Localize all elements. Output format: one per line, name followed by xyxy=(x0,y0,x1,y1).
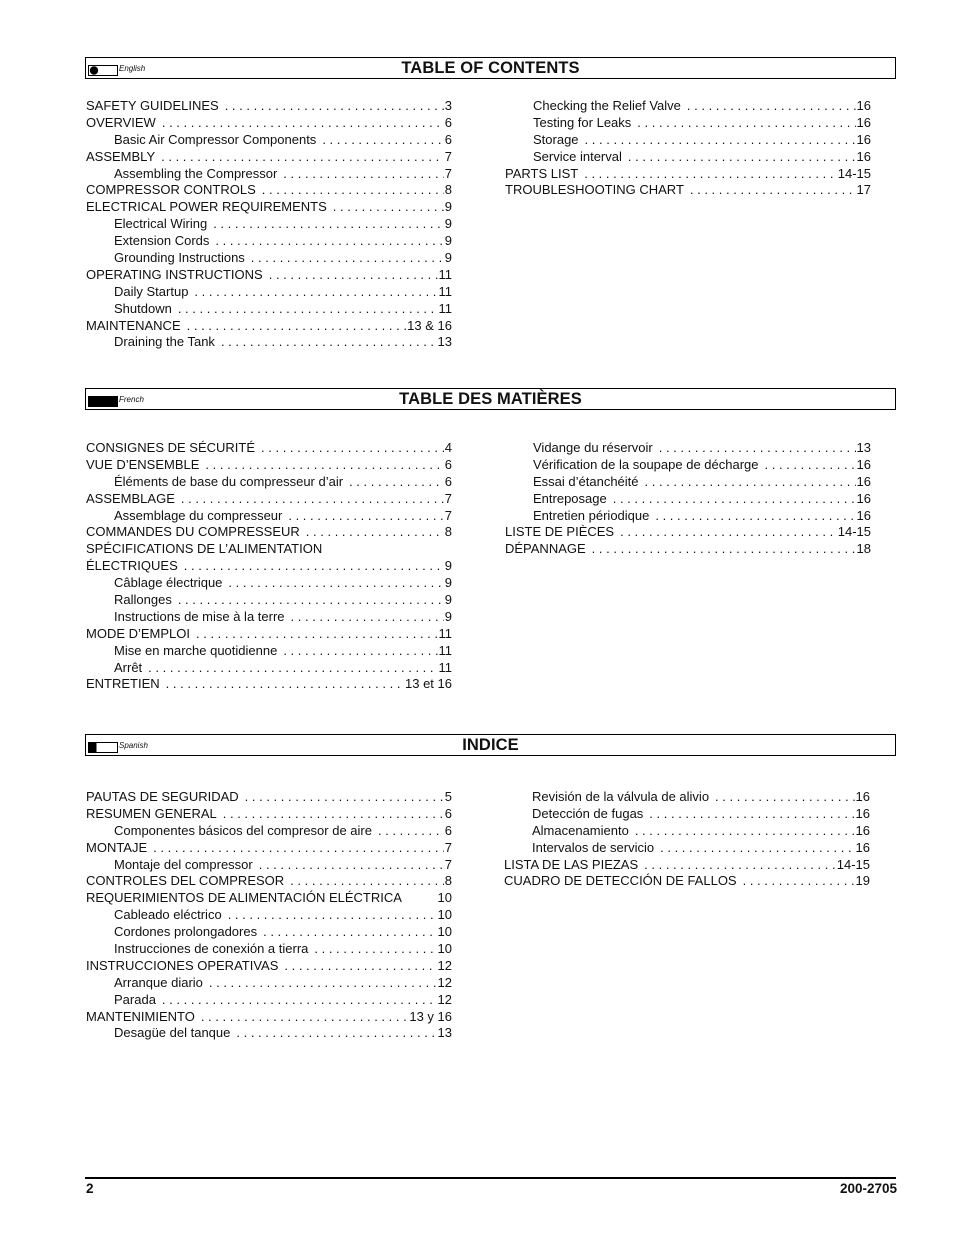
toc-entry-page: 11 xyxy=(438,642,452,658)
toc-entry-page: 3 xyxy=(444,98,452,113)
dot-leader xyxy=(613,491,856,508)
toc-entry-page: 7 xyxy=(444,839,452,855)
toc-entry-page: 16 xyxy=(855,789,870,804)
toc-entry xyxy=(86,857,452,874)
toc-entry-title: ASSEMBLY xyxy=(86,148,156,164)
dot-leader xyxy=(178,592,444,609)
toc-entry xyxy=(505,457,871,474)
toc-entry-page: 10 xyxy=(437,941,452,957)
toc-entry-page: 7 xyxy=(444,490,452,506)
toc-entry-page: 7 xyxy=(444,148,452,164)
dot-leader xyxy=(765,457,856,474)
toc-entry xyxy=(86,318,452,335)
toc-entry xyxy=(86,284,452,301)
toc-entry xyxy=(86,334,452,351)
dot-leader xyxy=(251,250,444,267)
toc-entry-title: PARTS LIST xyxy=(505,165,579,181)
toc-entry xyxy=(86,199,452,216)
toc-entry-page: 11 xyxy=(438,266,452,282)
dot-leader xyxy=(314,941,436,958)
dot-leader xyxy=(378,823,444,840)
toc-entry-title: PAUTAS DE SEGURIDAD xyxy=(86,789,239,804)
toc-entry xyxy=(504,857,870,874)
toc-entry-page: 9 xyxy=(444,592,452,608)
toc-entry-page: 8 xyxy=(444,524,452,540)
language-label: Spanish xyxy=(119,740,148,750)
toc-entry-page: 6 xyxy=(444,822,452,838)
toc-entry-page: 16 xyxy=(855,822,870,838)
toc-entry-title: Almacenamiento xyxy=(532,822,629,838)
toc-entry-title: MODE D’EMPLOI xyxy=(86,625,191,641)
toc-entry xyxy=(504,840,870,857)
toc-entry-title: MAINTENANCE xyxy=(86,317,181,333)
toc-entry-title: INSTRUCCIONES OPERATIVAS xyxy=(86,957,279,973)
toc-entry xyxy=(86,541,452,558)
toc-entry-page: 8 xyxy=(444,182,452,198)
toc-entry-page: 16 xyxy=(856,131,871,147)
dot-leader xyxy=(649,806,854,823)
toc-entry-page: 14-15 xyxy=(836,856,870,872)
toc-entry-title: Daily Startup xyxy=(114,283,189,299)
dot-leader xyxy=(637,115,855,132)
toc-entry-page: 11 xyxy=(438,300,452,316)
toc-entry xyxy=(86,907,452,924)
toc-entry xyxy=(504,823,870,840)
toc-entry-title: CONTROLES DEL COMPRESOR xyxy=(86,873,285,889)
dot-leader xyxy=(162,115,444,132)
toc-entry-page: 9 xyxy=(444,216,452,232)
toc-entry xyxy=(86,1009,452,1026)
toc-entry-title: COMPRESSOR CONTROLS xyxy=(86,182,256,198)
toc-entry xyxy=(86,941,452,958)
toc-entry-page: 13 xyxy=(437,1025,452,1041)
toc-entry xyxy=(86,660,452,677)
section-title: INDICE xyxy=(462,736,519,754)
toc-left-column xyxy=(86,440,452,693)
footer-rule xyxy=(85,1177,896,1179)
toc-entry-page: 7 xyxy=(444,507,452,523)
toc-entry-title: Mise en marche quotidienne xyxy=(114,642,278,658)
toc-left-column xyxy=(86,98,452,351)
toc-entry xyxy=(505,166,871,183)
toc-entry xyxy=(86,132,452,149)
toc-entry xyxy=(86,250,452,267)
toc-entry-title: MANTENIMIENTO xyxy=(86,1008,195,1024)
toc-entry xyxy=(505,115,871,132)
toc-entry-title: Grounding Instructions xyxy=(114,250,245,266)
toc-entry-page: 4 xyxy=(444,440,452,455)
toc-entry-page: 9 xyxy=(444,575,452,591)
document-number: 200-2705 xyxy=(839,1181,897,1196)
toc-entry-page: 16 xyxy=(855,805,870,821)
toc-entry-page: 11 xyxy=(438,659,452,675)
toc-entry-page: 11 xyxy=(438,283,452,299)
dot-leader xyxy=(291,609,444,626)
dot-leader xyxy=(196,626,437,643)
toc-entry xyxy=(86,474,452,491)
toc-entry-page: 19 xyxy=(855,873,870,889)
language-label: French xyxy=(119,394,144,404)
toc-entry xyxy=(86,626,452,643)
toc-entry-title: Éléments de base du compresseur d’air xyxy=(114,473,344,489)
toc-entry-title: Service interval xyxy=(533,148,622,164)
dot-leader xyxy=(283,166,443,183)
toc-entry xyxy=(86,182,452,199)
toc-entry-title: Instructions de mise à la terre xyxy=(114,608,285,624)
toc-entry-title: Basic Air Compressor Components xyxy=(114,131,317,147)
toc-entry xyxy=(505,541,871,558)
toc-entry-page: 17 xyxy=(856,182,871,198)
dot-leader xyxy=(209,975,437,992)
toc-entry-page: 11 xyxy=(438,625,452,641)
dot-leader xyxy=(228,907,437,924)
section-header-spanish xyxy=(85,734,896,756)
toc-entry xyxy=(86,166,452,183)
dot-leader xyxy=(221,334,437,351)
dot-leader xyxy=(349,474,444,491)
toc-entry xyxy=(86,301,452,318)
toc-entry-page: 5 xyxy=(444,789,452,804)
dot-leader xyxy=(322,132,443,149)
dot-leader xyxy=(205,457,443,474)
dot-leader xyxy=(306,524,444,541)
dot-leader xyxy=(628,149,856,166)
toc-entry xyxy=(86,1025,452,1042)
dot-leader xyxy=(592,541,856,558)
toc-entry-title: Componentes básicos del compresor de aire xyxy=(114,822,372,838)
toc-entry xyxy=(504,806,870,823)
toc-entry xyxy=(86,233,452,250)
toc-entry xyxy=(86,149,452,166)
toc-entry-title: OVERVIEW xyxy=(86,114,156,130)
toc-entry xyxy=(86,98,452,115)
toc-entry xyxy=(86,958,452,975)
toc-entry-page: 10 xyxy=(437,907,452,923)
dot-leader xyxy=(148,660,437,677)
dot-leader xyxy=(225,98,444,115)
dot-leader xyxy=(162,992,437,1009)
dot-leader xyxy=(283,643,437,660)
toc-entry xyxy=(86,491,452,508)
toc-entry-page: 9 xyxy=(444,250,452,266)
toc-entry-page: 16 xyxy=(856,98,871,113)
dot-leader xyxy=(333,199,444,216)
toc-entry xyxy=(86,840,452,857)
toc-entry-title: ÉLECTRIQUES xyxy=(86,558,178,574)
toc-entry-title: Desagüe del tanque xyxy=(114,1025,231,1041)
toc-entry-title: Vérification de la soupape de décharge xyxy=(533,456,759,472)
toc-entry xyxy=(505,132,871,149)
dot-leader xyxy=(635,823,855,840)
dot-leader xyxy=(153,840,444,857)
dot-leader xyxy=(194,284,437,301)
toc-entry-title: RESUMEN GENERAL xyxy=(86,805,217,821)
toc-entry-page: 6 xyxy=(444,805,452,821)
dot-leader xyxy=(161,149,444,166)
toc-right-column xyxy=(505,98,871,199)
toc-entry-page: 14-15 xyxy=(837,165,871,181)
toc-entry xyxy=(86,890,452,907)
dot-leader xyxy=(655,508,855,525)
toc-entry-page: 16 xyxy=(856,507,871,523)
toc-entry-title: Câblage électrique xyxy=(114,575,223,591)
page-number: 2 xyxy=(86,1181,94,1196)
toc-entry-title: SAFETY GUIDELINES xyxy=(86,98,219,113)
toc-entry-title: ENTRETIEN xyxy=(86,676,160,692)
toc-entry xyxy=(86,592,452,609)
toc-entry-title: Parada xyxy=(114,991,156,1007)
dot-leader xyxy=(245,789,444,806)
dot-leader xyxy=(290,873,444,890)
dot-leader xyxy=(213,216,444,233)
dot-leader xyxy=(228,575,443,592)
toc-entry xyxy=(86,924,452,941)
toc-entry-title: Revisión de la válvula de alivio xyxy=(532,789,710,804)
dot-leader xyxy=(645,474,856,491)
dot-leader xyxy=(288,508,443,525)
toc-entry-page: 18 xyxy=(856,541,871,557)
toc-entry-title: ELECTRICAL POWER REQUIREMENTS xyxy=(86,199,327,215)
toc-entry-page: 7 xyxy=(444,165,452,181)
toc-entry-title: SPÉCIFICATIONS DE L’ALIMENTATION xyxy=(86,541,323,557)
toc-entry-title: LISTA DE LAS PIEZAS xyxy=(504,856,639,872)
toc-entry xyxy=(86,992,452,1009)
toc-entry-page: 6 xyxy=(444,114,452,130)
dot-leader xyxy=(687,98,856,115)
toc-entry xyxy=(504,789,870,806)
toc-right-column xyxy=(505,440,871,558)
language-label: English xyxy=(119,63,146,73)
toc-entry xyxy=(86,216,452,233)
toc-entry-title: Cableado eléctrico xyxy=(114,907,222,923)
toc-entry-title: Essai d’étanchéité xyxy=(533,473,639,489)
dot-leader xyxy=(715,789,854,806)
toc-entry xyxy=(86,873,452,890)
toc-entry-page: 10 xyxy=(437,890,452,906)
toc-entry xyxy=(86,575,452,592)
toc-entry-title: Extension Cords xyxy=(114,233,210,249)
toc-entry-page: 12 xyxy=(437,991,452,1007)
dot-leader xyxy=(261,440,444,457)
toc-entry-page: 16 xyxy=(856,490,871,506)
toc-entry xyxy=(86,267,452,284)
dot-leader xyxy=(620,524,837,541)
dot-leader xyxy=(585,132,856,149)
toc-entry-title: DÉPANNAGE xyxy=(505,541,586,557)
dot-leader xyxy=(644,857,836,874)
toc-entry-title: Cordones prolongadores xyxy=(114,924,258,940)
toc-entry-title: Montaje del compressor xyxy=(114,856,253,872)
dot-leader xyxy=(263,924,436,941)
toc-entry-title: Vidange du réservoir xyxy=(533,440,653,455)
dot-leader xyxy=(660,840,854,857)
toc-entry xyxy=(86,643,452,660)
toc-entry-title: Arrêt xyxy=(114,659,143,675)
dot-leader xyxy=(584,166,837,183)
toc-entry-title: Storage xyxy=(533,131,579,147)
toc-entry-page: 10 xyxy=(437,924,452,940)
section-header-french xyxy=(85,388,896,410)
dot-leader xyxy=(201,1009,409,1026)
toc-entry-page: 9 xyxy=(444,608,452,624)
toc-entry xyxy=(86,676,452,693)
toc-entry-page: 9 xyxy=(444,558,452,574)
toc-entry xyxy=(86,558,452,575)
toc-entry-title: Rallonges xyxy=(114,592,172,608)
toc-entry xyxy=(86,609,452,626)
toc-entry-title: Entreposage xyxy=(533,490,607,506)
toc-entry-title: CUADRO DE DETECCIÓN DE FALLOS xyxy=(504,873,737,889)
toc-entry-title: ASSEMBLAGE xyxy=(86,490,175,506)
toc-entry xyxy=(86,975,452,992)
toc-entry-page: 16 xyxy=(856,473,871,489)
dot-leader xyxy=(166,676,404,693)
dot-leader xyxy=(181,491,444,508)
dot-leader xyxy=(187,318,407,335)
dot-leader xyxy=(269,267,438,284)
toc-entry-page: 16 xyxy=(856,456,871,472)
toc-entry-title: MONTAJE xyxy=(86,839,148,855)
toc-entry-title: Testing for Leaks xyxy=(533,114,632,130)
dot-leader xyxy=(259,857,444,874)
toc-entry-title: Shutdown xyxy=(114,300,172,316)
toc-entry-title: OPERATING INSTRUCTIONS xyxy=(86,266,263,282)
dot-leader xyxy=(284,958,436,975)
toc-entry-page: 12 xyxy=(437,957,452,973)
toc-entry xyxy=(504,873,870,890)
toc-entry-page: 6 xyxy=(444,131,452,147)
toc-entry-title: Electrical Wiring xyxy=(114,216,208,232)
toc-entry xyxy=(505,474,871,491)
toc-entry-page: 14-15 xyxy=(837,524,871,540)
section-title: TABLE OF CONTENTS xyxy=(401,59,580,77)
toc-entry xyxy=(505,491,871,508)
toc-entry xyxy=(505,182,871,199)
toc-entry-page: 9 xyxy=(444,199,452,215)
toc-entry-page: 6 xyxy=(444,473,452,489)
toc-entry-page: 16 xyxy=(856,148,871,164)
toc-entry xyxy=(86,508,452,525)
toc-entry-page: 13 y 16 xyxy=(409,1008,452,1024)
toc-entry xyxy=(505,440,871,457)
toc-right-column xyxy=(504,789,870,890)
toc-entry xyxy=(86,823,452,840)
toc-entry-title: Arranque diario xyxy=(114,974,203,990)
toc-entry-title: Checking the Relief Valve xyxy=(533,98,681,113)
toc-entry-title: Assembling the Compressor xyxy=(114,165,278,181)
dot-leader xyxy=(262,182,444,199)
toc-entry-page: 6 xyxy=(444,456,452,472)
toc-entry xyxy=(505,98,871,115)
toc-entry xyxy=(505,524,871,541)
toc-entry-page: 16 xyxy=(856,114,871,130)
toc-entry-title: COMMANDES DU COMPRESSEUR xyxy=(86,524,300,540)
dot-leader xyxy=(743,873,855,890)
dot-leader xyxy=(223,806,444,823)
toc-entry-page: 13 xyxy=(856,440,871,455)
dot-leader xyxy=(659,440,856,457)
section-header-english xyxy=(85,57,896,79)
dot-leader xyxy=(236,1025,436,1042)
dot-leader xyxy=(184,558,444,575)
toc-entry-page: 12 xyxy=(437,974,452,990)
toc-entry-page: 7 xyxy=(444,856,452,872)
toc-entry xyxy=(86,457,452,474)
toc-entry-title: LISTE DE PIÈCES xyxy=(505,524,615,540)
dot-leader xyxy=(178,301,438,318)
toc-entry-title: REQUERIMIENTOS DE ALIMENTACIÓN ELÉCTRICA xyxy=(86,890,402,906)
toc-entry-title: VUE D’ENSEMBLE xyxy=(86,456,200,472)
toc-entry xyxy=(505,508,871,525)
toc-entry-page: 9 xyxy=(444,233,452,249)
toc-entry-page: 13 xyxy=(437,334,452,350)
toc-entry xyxy=(505,149,871,166)
toc-entry xyxy=(86,806,452,823)
toc-entry-title: Intervalos de servicio xyxy=(532,839,655,855)
toc-entry-title: CONSIGNES DE SÉCURITÉ xyxy=(86,440,256,455)
toc-entry-page: 13 et 16 xyxy=(405,676,452,692)
toc-entry xyxy=(86,440,452,457)
toc-entry-title: Draining the Tank xyxy=(114,334,215,350)
section-title: TABLE DES MATIÈRES xyxy=(399,390,582,408)
dot-leader xyxy=(690,182,856,199)
toc-entry-title: Entretien périodique xyxy=(533,507,650,523)
dot-leader xyxy=(215,233,443,250)
toc-left-column xyxy=(86,789,452,1042)
toc-entry-page: 13 & 16 xyxy=(407,317,452,333)
toc-entry-page: 8 xyxy=(444,873,452,889)
toc-entry xyxy=(86,115,452,132)
toc-entry xyxy=(86,789,452,806)
toc-entry xyxy=(86,524,452,541)
toc-entry-title: Detección de fugas xyxy=(532,805,644,821)
toc-entry-page: 16 xyxy=(855,839,870,855)
toc-entry-title: Assemblage du compresseur xyxy=(114,507,283,523)
toc-entry-title: TROUBLESHOOTING CHART xyxy=(505,182,684,198)
toc-entry-title: Instrucciones de conexión a tierra xyxy=(114,941,309,957)
